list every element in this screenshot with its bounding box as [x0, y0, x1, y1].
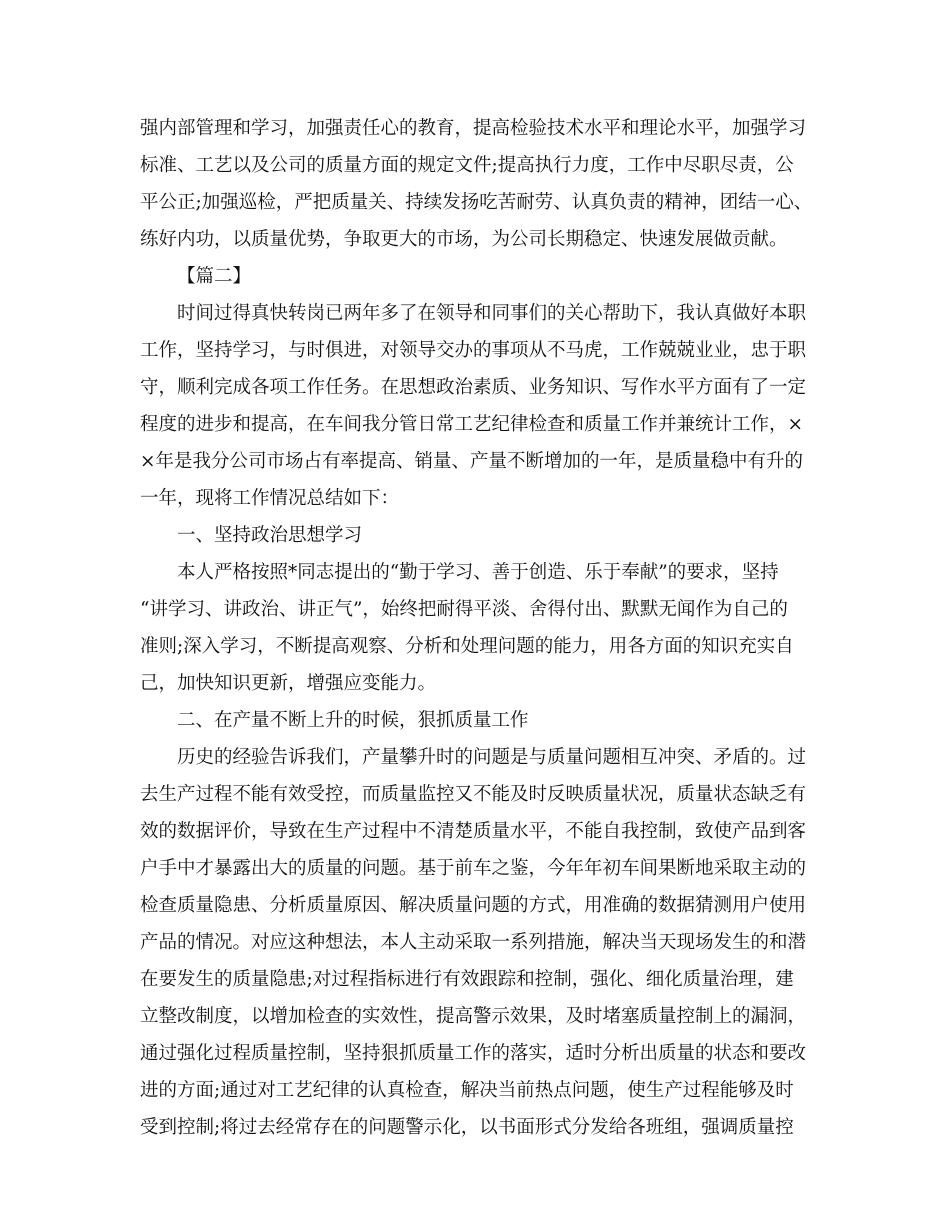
paragraph-line: 本人严格按照*同志提出的“勤于学习、善于创造、乐于奉献”的要求，坚持 — [177, 562, 779, 583]
paragraph-line: 己，加快知识更新，增强应变能力。 — [140, 673, 437, 694]
paragraph-line: 受到控制;将过去经常存在的问题警示化，以书面形式分发给各班组，强调质量控 — [140, 1117, 794, 1138]
section-heading: 【篇二】 — [177, 266, 252, 287]
paragraph-line: 检查质量隐患、分析质量原因、解决质量问题的方式，用准确的数据猜测用户使用 — [140, 895, 807, 916]
paragraph-line: 练好内功，以质量优势，争取更大的市场，为公司长期稳定、快速发展做贡献。 — [140, 229, 788, 250]
paragraph-line: 立整改制度，以增加检查的实效性，提高警示效果，及时堵塞质量控制上的漏洞， — [140, 1006, 807, 1027]
subsection-heading: 二、在产量不断上升的时候，狠抓质量工作 — [177, 710, 529, 731]
paragraph-line: 程度的进步和提高，在车间我分管日常工艺纪律检查和质量工作并兼统计工作，× — [140, 414, 804, 435]
paragraph-line: 在要发生的质量隐患;对过程指标进行有效跟踪和控制，强化、细化质量治理，建 — [140, 969, 794, 990]
paragraph-line: 标准、工艺以及公司的质量方面的规定文件;提高执行力度，工作中尽职尽责，公 — [140, 155, 794, 176]
document-page — [140, 110, 820, 1146]
paragraph-line: 时间过得真快转岗已两年多了在领导和同事们的关心帮助下，我认真做好本职 — [177, 303, 807, 324]
paragraph-line: 效的数据评价，导致在生产过程中不清楚质量水平，不能自我控制，致使产品到客 — [140, 821, 807, 842]
paragraph-line: ×年是我分公司市场占有率提高、销量、产量不断增加的一年，是质量稳中有升的 — [140, 451, 804, 472]
paragraph-line: 守，顺利完成各项工作任务。在思想政治素质、业务知识、写作水平方面有了一定 — [140, 377, 807, 398]
paragraph-line: 平公正;加强巡检，严把质量关、持续发扬吃苦耐劳、认真负责的精神，团结一心、 — [140, 192, 813, 213]
paragraph-line: 通过强化过程质量控制，坚持狠抓质量工作的落实，适时分析出质量的状态和要改 — [140, 1043, 807, 1064]
paragraph-line: 工作，坚持学习，与时俱进，对领导交办的事项从不马虎，工作兢兢业业，忠于职 — [140, 340, 807, 361]
paragraph-line: 一年，现将工作情况总结如下： — [140, 488, 400, 509]
subsection-heading: 一、坚持政治思想学习 — [177, 525, 363, 546]
paragraph-line: 产品的情况。对应这种想法，本人主动采取一系列措施，解决当天现场发生的和潜 — [140, 932, 807, 953]
paragraph-line: 强内部管理和学习，加强责任心的教育，提高检验技术水平和理论水平，加强学习 — [140, 118, 807, 139]
paragraph-line: 历史的经验告诉我们，产量攀升时的问题是与质量问题相互冲突、矛盾的。过 — [177, 747, 807, 768]
paragraph-line: “讲学习、讲政治、讲正气”，始终把耐得平淡、舍得付出、默默无闻作为自己的 — [140, 599, 788, 620]
paragraph-line: 进的方面;通过对工艺纪律的认真检查，解决当前热点问题，使生产过程能够及时 — [140, 1080, 794, 1101]
paragraph-line: 户手中才暴露出大的质量的问题。基于前车之鉴，今年年初车间果断地采取主动的 — [140, 858, 807, 879]
paragraph-line: 去生产过程不能有效受控，而质量监控又不能及时反映质量状况，质量状态缺乏有 — [140, 784, 807, 805]
paragraph-line: 准则;深入学习，不断提高观察、分析和处理问题的能力，用各方面的知识充实自 — [140, 636, 794, 657]
